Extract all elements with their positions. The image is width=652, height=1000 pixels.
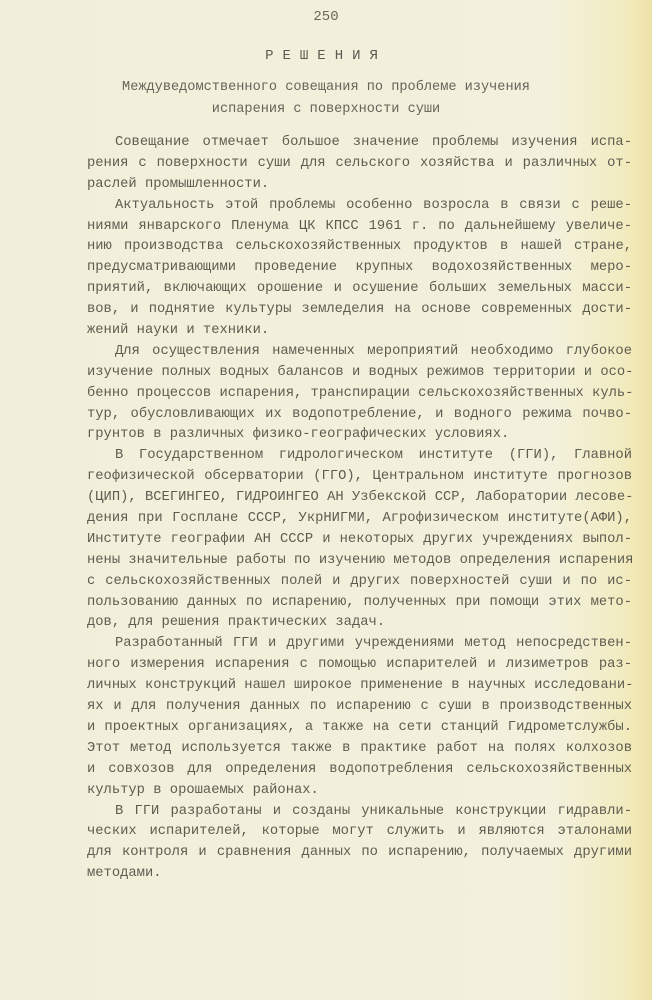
text-line: жений науки и техники. xyxy=(87,323,270,339)
paragraph xyxy=(87,133,632,196)
text-line: бенно процессов испарения, транспирации сельскохозяйственных куль- xyxy=(87,385,634,401)
document-title: РЕШЕНИЯ xyxy=(265,48,387,64)
subtitle-line-2: испарения с поверхности суши xyxy=(211,102,441,117)
document-body xyxy=(87,133,632,885)
text-line: и совхозов для определения водопотребления сельскохозяйственных xyxy=(87,761,632,777)
text-line: геофизической обсерватории (ГГО), Центральном институте прогнозов xyxy=(87,469,632,485)
text-line: культур в орошаемых районах. xyxy=(87,782,319,798)
page-number: 250 xyxy=(313,9,339,25)
text-line: и проектных организациях, а также на сети станций Гидрометслужбы. xyxy=(87,719,632,735)
text-line: В ГГИ разработаны и созданы уникальные конструкции гидравли- xyxy=(115,803,632,819)
text-line: тур, обусловливающих их водопотребление, и водного режима почво- xyxy=(87,406,632,422)
text-line: раслей промышленности. xyxy=(87,176,270,192)
text-line: ниями январского Пленума ЦК КПСС 1961 г. по дальнейшему увеличе- xyxy=(87,218,632,234)
text-line: Совещание отмечает большое значение проблемы изучения испа- xyxy=(115,135,632,150)
paragraph xyxy=(87,634,632,801)
text-line: грунтов в различных физико-географических условиях. xyxy=(87,427,510,443)
text-line: Этот метод используется также в практике работ на полях колхозов xyxy=(87,740,632,756)
text-line: (ЦИП), ВСЕГИНГЕО, ГИДРОИНГЕО АН Узбекской ССР, Лаборатории лесове- xyxy=(87,490,634,506)
paragraph xyxy=(87,446,632,634)
text-line: В Государственном гидрологическом институте (ГГИ), Главной xyxy=(115,448,632,464)
text-line: дов, для решения практических задач. xyxy=(87,615,386,631)
paragraph xyxy=(87,342,632,446)
text-line: ческих испарителей, которые могут служить и являются эталонами xyxy=(87,824,632,840)
paragraph xyxy=(87,196,632,342)
text-line: дения при Госплане СССР, УкрНИГМИ, Агрофизическом институте(АФИ), xyxy=(87,511,632,527)
text-line: Разработанный ГГИ и другими учреждениями метод непосредствен- xyxy=(115,636,632,652)
text-line: изучение полных водных балансов и водных режимов территории и осо- xyxy=(87,364,634,380)
subtitle-line-1: Междуведомственного совещания по проблеме изучения xyxy=(122,80,530,95)
text-line: приятий, включающих орошение и осушение больших земельных масси- xyxy=(87,281,632,297)
text-line: предусматривающими проведение крупных водохозяйственных меро- xyxy=(87,260,632,276)
text-line: ях и для получения данных по испарению с суши в производственных xyxy=(87,699,632,715)
text-line: личных конструкций нашел широкое применение в научных исследовани- xyxy=(87,678,634,694)
text-line: Для осуществления намеченных мероприятий необходимо глубокое xyxy=(115,343,632,359)
text-line: ного измерения испарения с помощью испарителей и лизиметров раз- xyxy=(87,657,632,673)
text-line: нию производства сельскохозяйственных продуктов в нашей стране, xyxy=(87,239,632,255)
text-line: методами. xyxy=(87,866,162,882)
text-line: пользованию данных по испарению, полученных при помощи этих мето- xyxy=(87,594,632,610)
text-line: с сельскохозяйственных полей и других поверхностей суши и по ис- xyxy=(87,573,632,589)
paragraph xyxy=(87,802,632,886)
text-line: Институте географии АН СССР и некоторых других учреждениях выпол- xyxy=(87,531,632,547)
text-line: рения с поверхности суши для сельского хозяйства и различных от- xyxy=(87,155,632,171)
text-line: Актуальность этой проблемы особенно возросла в связи с реше- xyxy=(115,197,632,213)
text-line: вов, и поднятие культуры земледелия на основе современных дости- xyxy=(87,302,632,318)
text-line: для контроля и сравнения данных по испарению, получаемых другими xyxy=(87,845,632,861)
text-line: нены значительные работы по изучению методов определения испарения xyxy=(87,552,634,568)
